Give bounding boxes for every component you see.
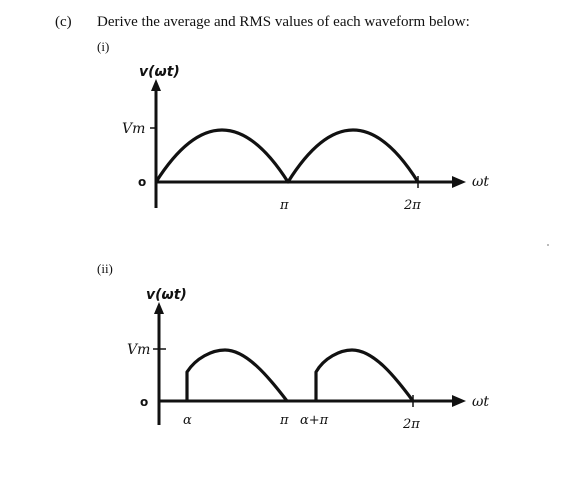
vm-label: Vm <box>122 121 146 137</box>
part-label: (c) <box>55 14 72 30</box>
tick-label-2pi: 2π <box>404 198 421 213</box>
subfigure-label-ii: (ii) <box>97 261 113 276</box>
origin-label: o <box>140 395 149 409</box>
x-axis-label: ωt <box>472 394 490 410</box>
y-axis-label: v(ωt) <box>139 64 180 80</box>
vm-label: Vm <box>127 342 151 358</box>
waveform-segment-1 <box>187 350 287 401</box>
tick-label-pi: π <box>280 413 289 428</box>
y-axis-arrow <box>154 302 164 314</box>
tick-label-2pi: 2π <box>403 417 420 432</box>
origin-label: o <box>138 175 147 189</box>
subfigure-label-i: (i) <box>97 39 110 54</box>
tick-label-alpha-plus-pi: α+π <box>300 413 329 428</box>
tick-label-pi: π <box>280 198 289 213</box>
x-axis-label: ωt <box>472 174 490 190</box>
question-text: Derive the average and RMS values of each waveform below: <box>97 14 470 30</box>
tick-label-alpha: α <box>183 413 192 428</box>
waveform-segment-2 <box>316 350 413 401</box>
y-axis-label: v(ωt) <box>146 287 187 303</box>
x-axis-arrow <box>452 395 466 407</box>
